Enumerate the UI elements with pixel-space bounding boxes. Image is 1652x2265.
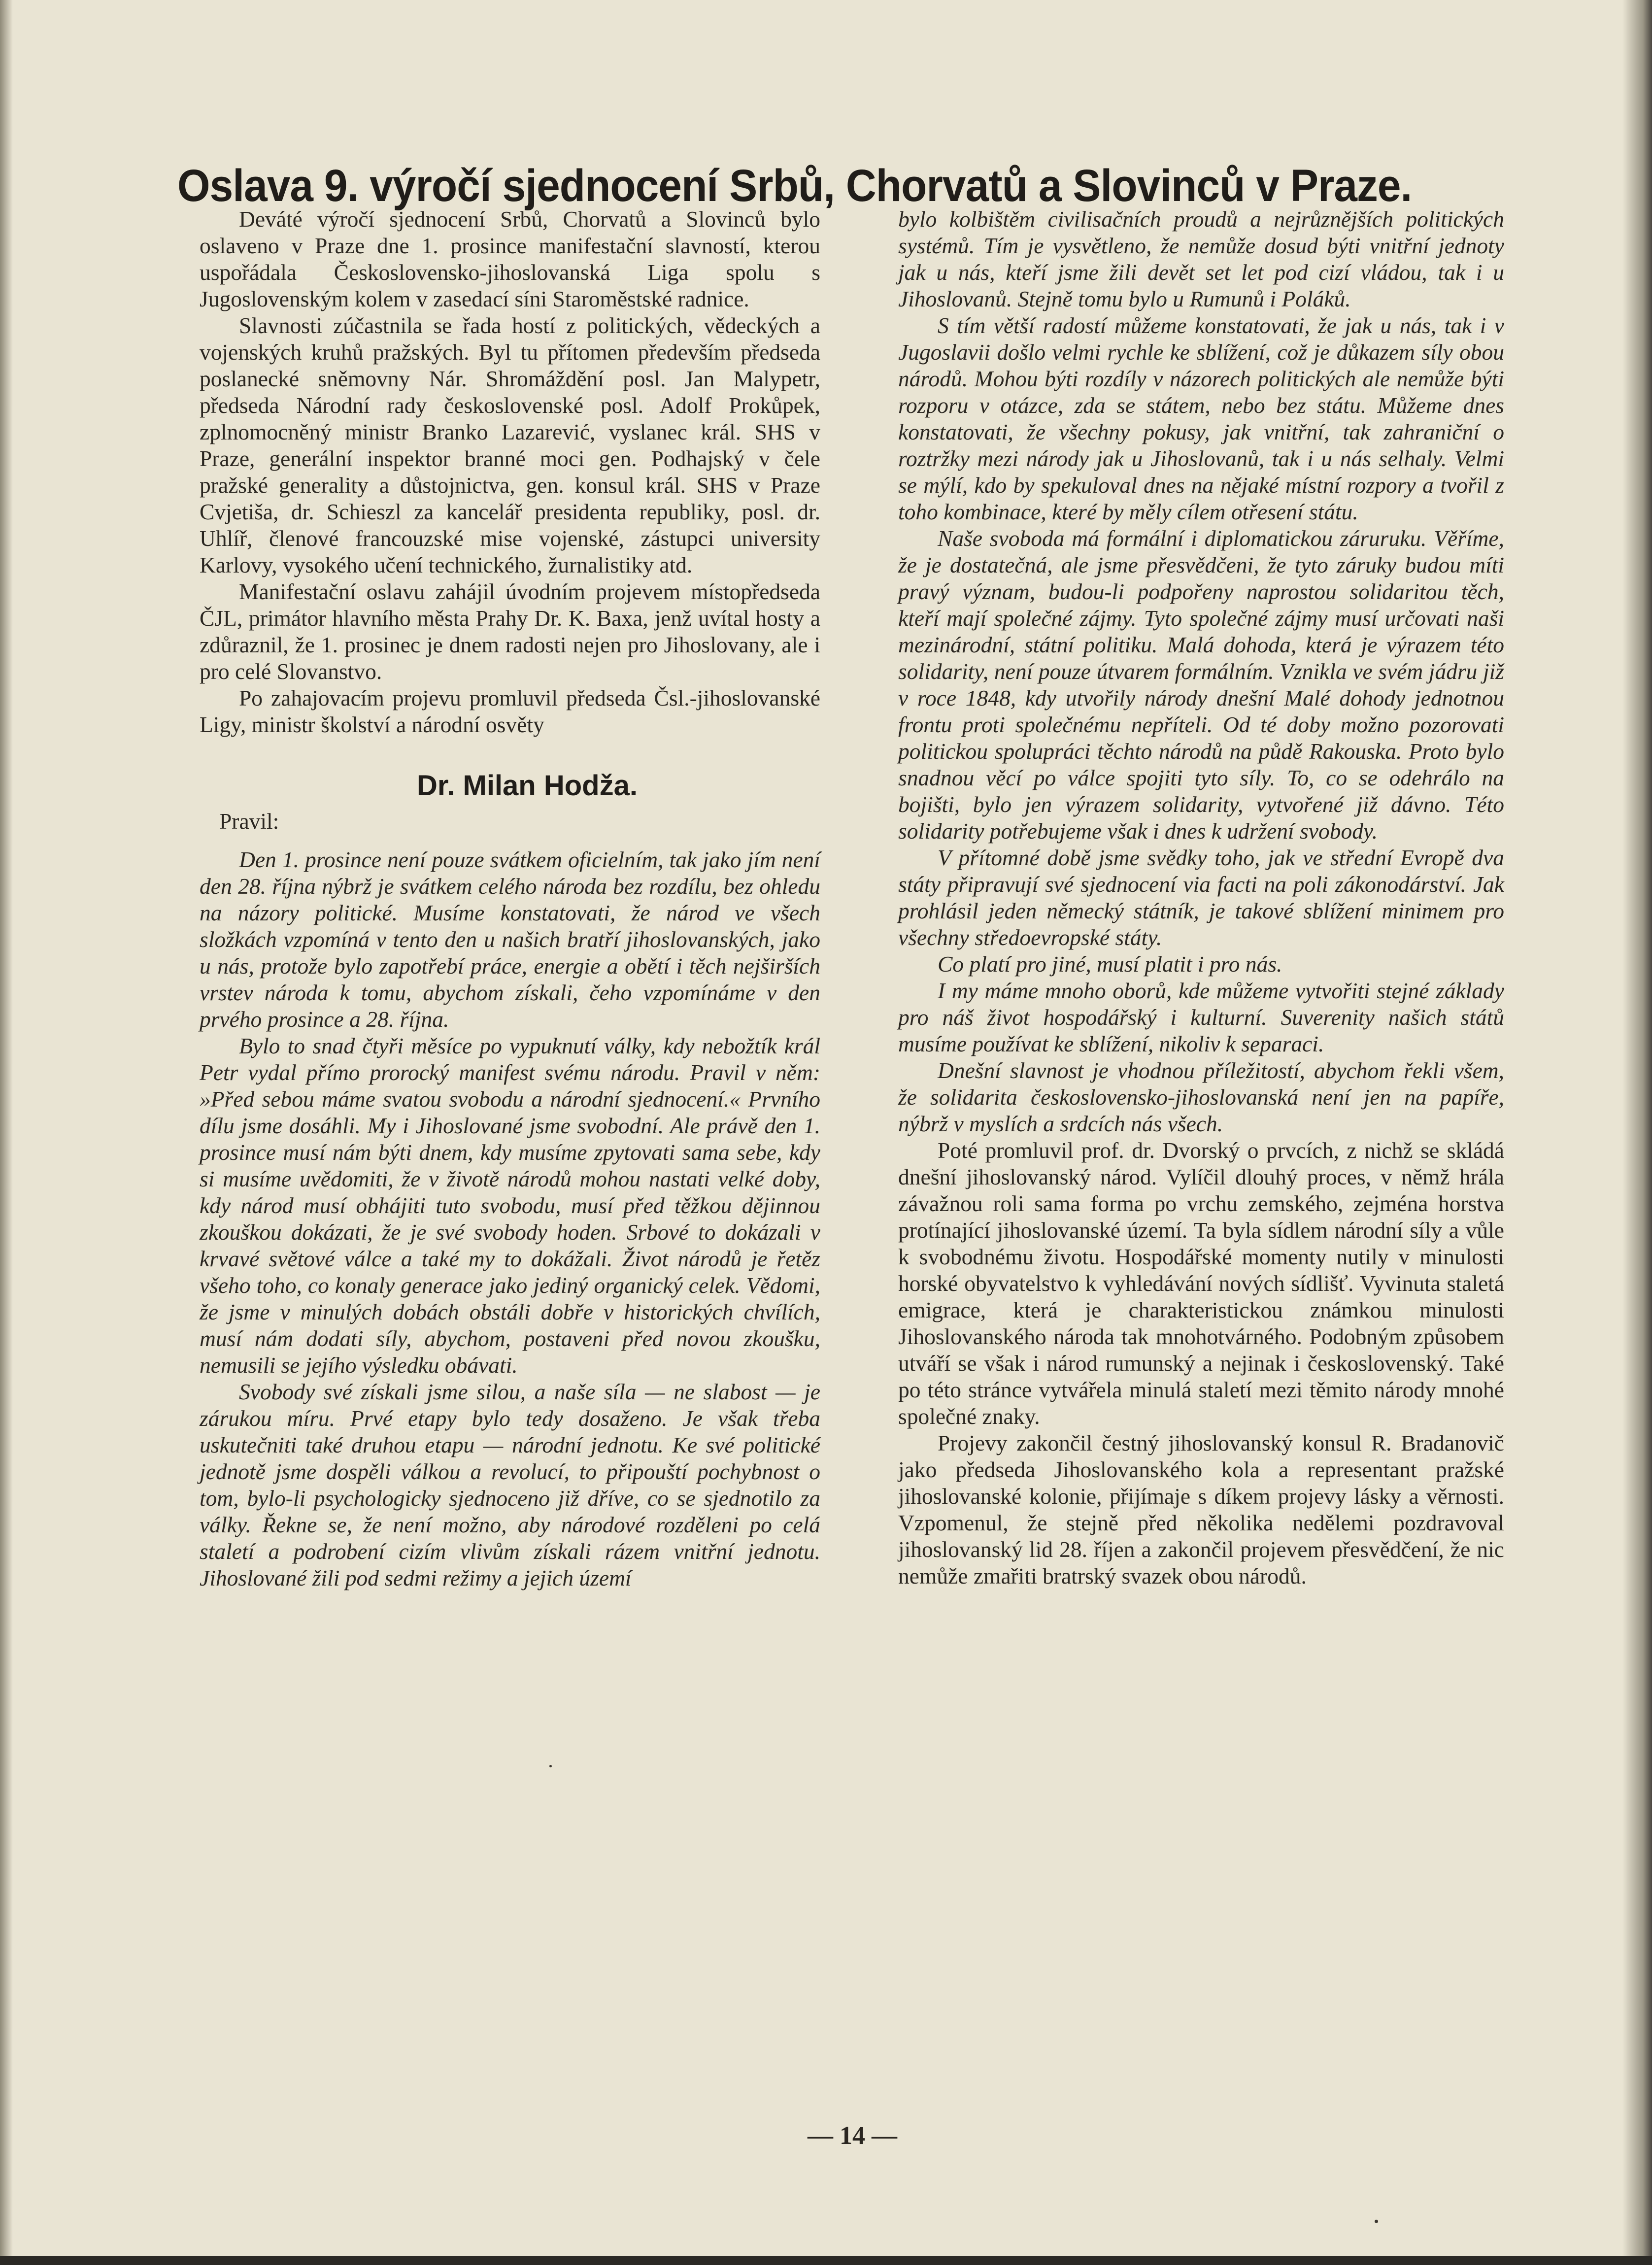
article-title: Oslava 9. výročí sjednocení Srbů, Chorvatů a Slovinců v Praze. [177,160,1412,211]
speech-paragraph: Svobody své získali jsme silou, a naše síla — ne slabost — je zárukou míru. Prvé etapy bylo tedy dosaženo. Je však třeba uskutečniti také druhou etapu — národní jednotu. Ke své politické jednotě jsme dospěli válkou a revolucí, to připouští pochybnost o tom, bylo-li psychologicky sjednoceno již dříve, co se sjednotilo za války. Řekne se, že není možno, aby národové rozděleni po celá staletí a podrobení cizím vlivům získali rázem vnitřní jednotu. Jihoslované žili pod sedmi režimy a jejich území [200,1379,820,1590]
intro-paragraph: Po zahajovacím projevu promluvil předseda Čsl.-jihoslovanské Ligy, ministr školství a národní osvěty [200,685,820,737]
speech-paragraph: bylo kolbištěm civilisačních proudů a nejrůznějších politických systémů. Tím je vysvětleno, že nemůže dosud býti vnitřní jednoty jak u nás, kteří jsme žili devět set let pod cizí vládou, tak i u Jihoslovanů. Stejně tomu bylo u Rumunů i Poláků. [898,206,1504,311]
speech-paragraph: Bylo to snad čtyři měsíce po vypuknutí války, kdy nebožtík král Petr vydal přímo prorocký manifest svému národu. Pravil v něm: »Před sebou máme svatou svobodu a národní sjednocení.« Prvního dílu jsme dosáhli. My i Jihoslované jsme svobodní. Ale právě den 1. prosince musí nám býti dnem, kdy musíme zpytovati sama sebe, kdy si musíme uvědomiti, že v životě národů mohou nastati velké doby, kdy národ musí obhájiti tuto svobodu, musí před těžkou dějinnou zkouškou dokázati, že je své svobody hoden. Srbové to dokázali v krvavé světové válce a také my to dokážali. Život národů je řetěz všeho toho, co konaly generace jako jediný organický celek. Vědomi, že jsme v minulých dobách obstáli dobře v historických chvílích, musí nám dodati síly, abychom, postaveni před novou zkoušku, nemusili se jejího výsledku obávati. [200,1033,820,1378]
print-speck [1375,2220,1378,2223]
said-label: Pravil: [219,809,279,834]
speech-paragraph: Naše svoboda má formální i diplomatickou záruruku. Věříme, že je dostatečná, ale jsme přesvědčeni, že tyto záruky budou míti pravý význam, budou-li podpořeny naprostou solidaritou těch, kteří mají společné zájmy. Tyto společné zájmy musí určovati naši mezinárodní, státní politiku. Malá dohoda, která je výrazem této solidarity, není pouze útvarem formálním. Vznikla ve svém jádru již v roce 1848, kdy utvořily národy dnešní Malé dohody jednotnou frontu proti společnému nepříteli. Od té doby možno pozorovati politickou spolupráci těchto národů na půdě Rakouska. Proto bylo snadnou věcí po válce spojiti tyto síly. To, co se odehrálo na bojišti, bylo jen výrazem solidarity, vytvořené již dávno. Této solidarity potřebujeme však i dnes k udržení svobody. [898,526,1504,844]
closing-paragraph: Projevy zakončil čestný jihoslovanský konsul R. Bradanovič jako předseda Jihoslovanského kola a representant pražské jihoslovanské kolonie, přijímaje s díkem projevy lásky a věrnosti. Vzpomenul, že stejně před několika nedělemi pozdravoval jihoslovanský lid 28. říjen a zakončil projevem přesvědčení, že nic nemůže zmařiti bratrský svazek obou národů. [898,1430,1504,1589]
speech-paragraph: Co platí pro jiné, musí platit i pro nás. [938,951,1282,977]
intro-paragraph: Slavnosti zúčastnila se řada hostí z politických, vědeckých a vojenských kruhů pražských. Byl tu přítomen především předseda poslanecké sněmovny Nár. Shromáždění posl. Jan Malypetr, předseda Národní rady československé posl. Adolf Prokůpek, zplnomocněný ministr Branko Lazarević, vyslanec král. SHS v Praze, generální inspektor branné moci gen. Podhajský v čele pražské generality a důstojnictva, gen. konsul král. SHS v Praze Cvjetiša, dr. Schieszl za kancelář presidenta republiky, posl. dr. Uhlíř, členové francouzské mise vojenské, zástupci university Karlovy, vysokého učení technického, žurnalistiky atd. [200,313,820,577]
page-number: — 14 — [808,2122,897,2150]
intro-paragraph: Manifestační oslavu zahájil úvodním projevem místopředseda ČJL, primátor hlavního města Prahy Dr. K. Baxa, jenž uvítal hosty a zdůraznil, že 1. prosinec je dnem radosti nejen pro Jihoslovany, ale i pro celé Slovanstvo. [200,579,820,684]
closing-paragraph: Poté promluvil prof. dr. Dvorský o prvcích, z nichž se skládá dnešní jihoslovanský národ. Vylíčil dlouhý proces, v němž hrála závažnou roli sama forma po vrchu zemského, zejména horstva protínající jihoslovanské území. Ta byla sídlem národní síly a vůle k svobodnému životu. Hospodářské momenty nutily v minulosti horské obyvatelstvo k vyhledávání nových sídlišť. Vyvinuta staletá emigrace, která je charakteristickou známkou minulosti Jihoslovanského národa tak mnohotvárného. Podobným způsobem utváří se však i národ rumunský a nejinak i československý. Také po této stránce vytvářela minulá staletí mezi těmito národy mnohé společné znaky. [898,1138,1504,1429]
speech-paragraph: Den 1. prosince není pouze svátkem oficielním, tak jako jím není den 28. října nýbrž je svátkem celého národa bez rozdílu, bez ohledu na názory politické. Musíme konstatovati, že národ ve všech složkách vzpomíná v tento den u našich bratří jihoslovanských, jako u nás, protože bylo zapotřebí práce, energie a obětí i těch nejširších vrstev národa k tomu, abychom získali, čeho vzpomínáme v den prvého prosince a 28. října. [200,847,820,1032]
scan-shadow-bottom [0,2256,1652,2265]
speaker-heading: Dr. Milan Hodža. [417,770,638,802]
scan-shadow-left [0,0,13,2265]
speech-paragraph: Dnešní slavnost je vhodnou příležitostí, abychom řekli všem, že solidarita československo-jihoslovanská není jen na papíře, nýbrž v myslích a srdcích nás všech. [898,1058,1504,1136]
speech-paragraph: V přítomné době jsme svědky toho, jak ve střední Evropě dva státy připravují své sjednocení via facti na poli zákonodárství. Jak prohlásil jeden německý státník, je takové sblížení minimem pro všechny středoevropské státy. [898,845,1504,950]
right-column [898,206,1504,1589]
speech-paragraph: I my máme mnoho oborů, kde můžeme vytvořiti stejné základy pro náš život hospodářský i kulturní. Suverenity našich států musíme používat ke sblížení, nikoliv k separaci. [898,978,1504,1056]
speech-paragraph: S tím větší radostí můžeme konstatovati, že jak u nás, tak i v Jugoslavii došlo velmi rychle ke sblížení, což je důkazem síly obou národů. Mohou býti rozdíly v názorech politických ale nemůže býti rozporu v otázce, zda se státem, nebo bez státu. Můžeme dnes konstatovati, že všechny pokusy, jak vnitřní, tak zahraniční o roztržky mezi národy jak u Jihoslovanů, tak i u nás selhaly. Velmi se mýlí, kdo by spekuloval dnes na nějaké místní rozpory a tvořil z toho kombinace, které by měly cílem otřesení státu. [898,313,1504,524]
intro-paragraph: Deváté výročí sjednocení Srbů, Chorvatů a Slovinců bylo oslaveno v Praze dne 1. prosince manifestační slavností, kterou uspořádala Československo-jihoslovanská Liga spolu s Jugoslovenským kolem v zasedací síni Staroměstské radnice. [200,206,820,311]
left-column [200,206,820,1591]
print-speck [549,1765,552,1767]
scan-shadow-right [1622,0,1652,2265]
